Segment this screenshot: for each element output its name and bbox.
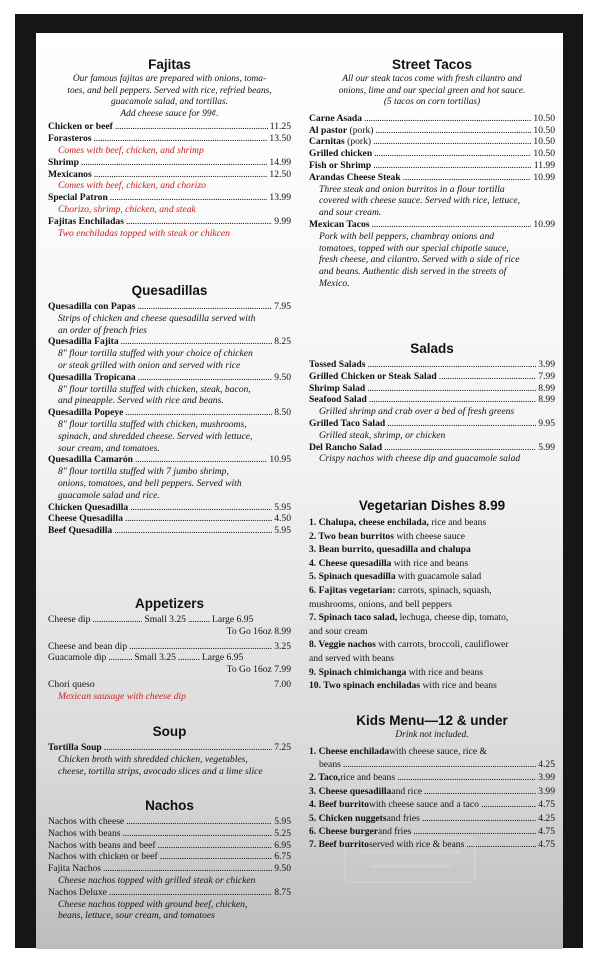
item-note: Mexican sausage with cheese dip [58, 690, 186, 702]
menu-item-cheese-quesadilla: Cheese Quesadilla . . . 4.50 [48, 513, 291, 525]
menu-item-grilled-taco-salad: Grilled Taco Salad . . . 9.95 [309, 418, 555, 430]
list-item: beans . . . 4.25 [309, 758, 555, 771]
soup-list [48, 742, 291, 777]
menu-item-tortilla-soup: Tortilla Soup . . . 7.25 [48, 742, 291, 754]
item-description: 8" flour tortilla stuffed with chicken, mushrooms, spinach, and shredded cheese. Served with lettuce, sour cream, and tomatoes. [58, 418, 253, 454]
item-note: Two enchiladas topped with steak or chikcen [58, 227, 230, 239]
list-item: 8. Veggie nachos with carrots, broccoli, cauliflower [309, 639, 509, 651]
vegetarian-list [309, 516, 555, 693]
menu-item-nachos-deluxe: Nachos Deluxe . . . 8.75 [48, 887, 291, 899]
menu-item-seafood-salad: Seafood Salad . . . 8.99 [309, 394, 555, 406]
list-item: 5. Chicken nuggets and fries . . . 4.25 [309, 812, 555, 825]
menu-item-fajita-nachos: Fajita Nachos . . . 9.50 [48, 863, 291, 875]
item-description: 8" flour tortilla stuffed with your choice of chicken or steak grilled with onion and served with rice [58, 348, 253, 371]
item-note: Comes with beef, chicken, and chorizo [58, 180, 206, 192]
list-item: 3. Bean burrito, quesadilla and chalupa [309, 544, 471, 556]
quesadillas-list [48, 301, 291, 537]
list-item: 4. Cheese quesadilla with rice and beans [309, 557, 469, 569]
item-description: Grilled shrimp and crab over a bed of fresh greens [319, 406, 515, 418]
salads-section [309, 341, 555, 465]
menu-frame [15, 14, 583, 948]
menu-item-quesadilla-camaron: Quesadilla Camarón . . . 10.95 [48, 454, 291, 466]
vegetarian-section [309, 498, 555, 693]
menu-panel [36, 33, 563, 949]
nachos-title: Nachos [145, 798, 194, 813]
list-item: 7. Spinach taco salad, lechuga, cheese dip, tomato, [309, 612, 509, 624]
list-item: 9. Spinach chimichanga with rice and beans [309, 666, 484, 678]
list-item: mushrooms, onions, and bell peppers [309, 598, 452, 610]
list-item: 4. Beef burrito with cheese sauce and a taco . . . 4.75 [309, 798, 555, 811]
menu-item-tossed-salads: Tossed Salads . . . 3.99 [309, 359, 555, 371]
item-description: Chicken broth with shredded chicken, vegetables, cheese, tortilla strips, avocado slices and a lime slice [58, 753, 263, 777]
soup-section [48, 724, 291, 777]
menu-item-quesadilla-con-papas: Quesadilla con Papas . . . 7.95 [48, 301, 291, 313]
item-description: 8" flour tortilla stuffed with chicken, steak, bacon, and pineapple. Served with rice and beans. [58, 383, 251, 407]
menu-item-grilled-chicken-steak-salad: Grilled Chicken or Steak Salad . . . 7.99 [309, 371, 555, 383]
item-description: 8" flour tortilla stuffed with 7 jumbo shrimp, onions, tomatoes, and bell peppers. Served with guacamole salad and rice. [58, 466, 242, 501]
item-description: Cheese nachos topped with grilled steak or chicken [58, 874, 256, 886]
menu-item-fajitas-enchiladas: Fajitas Enchiladas . . . 9.99 [48, 216, 291, 228]
menu-item-chicken-or-beef: Chicken or beef . . . 11.25 [48, 121, 291, 133]
item-note: Chorizo, shrimp, chicken, and steak [58, 203, 196, 215]
menu-item-nachos-cheese: Nachos with cheese . . . 5.95 [48, 816, 291, 828]
list-item: 6. Fajitas vegetarian: carrots, spinach, squash, [309, 584, 492, 596]
menu-item-shrimp-salad: Shrimp Salad . . . 8.99 [309, 383, 555, 395]
salads-list [309, 359, 555, 465]
street-tacos-title: Street Tacos [391, 57, 473, 72]
menu-item-fish-shrimp: Fish or Shrimp . . . 11.99 [309, 160, 555, 172]
item-note: Comes with beef, chicken, and shrimp [58, 144, 204, 156]
to-go-price: To Go 16oz 7.99 [226, 664, 291, 676]
appetizers-list [48, 614, 291, 703]
list-item: 5. Spinach quesadilla with guacamole salad [309, 571, 482, 583]
salads-title: Salads [410, 341, 454, 356]
menu-item-al-pastor: Al pastor (pork) . . . 10.50 [309, 125, 555, 137]
menu-item-shrimp: Shrimp . . . 14.99 [48, 157, 291, 169]
menu-item-quesadilla-fajita: Quesadilla Fajita . . . 8.25 [48, 336, 291, 348]
menu-item-mexicanos: Mexicanos . . . 12.50 [48, 169, 291, 181]
fajitas-intro: Our famous fajitas are prepared with onions, toma- toes, and bell peppers. Served with rice, refried beans, guacamole salad, and tortillas. Add cheese sauce for 99¢. [67, 74, 272, 119]
fajitas-title: Fajitas [148, 57, 191, 72]
menu-item-carnitas: Carnitas (pork) . . . 10.50 [309, 136, 555, 148]
soup-title: Soup [152, 724, 187, 739]
nachos-section [48, 798, 291, 922]
street-tacos-list [309, 113, 555, 290]
vegetarian-title: Vegetarian Dishes 8.99 [358, 498, 506, 513]
list-item: 3. Cheese quesadilla and rice . . . 3.99 [309, 785, 555, 798]
list-item: and served with beans [309, 652, 394, 664]
appetizers-section [48, 596, 291, 703]
menu-item-cheese-bean-dip: Cheese and bean dip . . . 3.25 [48, 641, 291, 653]
list-item: 2. Taco, rice and beans . . . 3.99 [309, 771, 555, 784]
list-item: and sour cream [309, 625, 368, 637]
menu-item-nachos-beans-beef: Nachos with beans and beef . . . 6.95 [48, 840, 291, 852]
list-item: 7. Beef burrito served with rice & beans . . . 4.75 [309, 838, 555, 851]
street-tacos-section [309, 57, 555, 290]
list-item: 1. Cheese enchilada with cheese sauce, rice & [309, 745, 487, 757]
menu-item-del-rancho-salad: Del Rancho Salad . . . 5.99 [309, 442, 555, 454]
menu-item-cheese-dip: Cheese dip . . . Small 3.25 . . . Large 6.95 [48, 614, 291, 626]
item-description: Pork with bell peppers, chambray onions and tomatoes, topped with our special chipotle sauce, fresh cheese, and cilantro. Served with a side of rice and beans. Authentic dish served in the streets of Mexico. [319, 230, 520, 289]
menu-item-forasteros: Forasteros . . . 13.50 [48, 133, 291, 145]
item-description: Crispy nachos with cheese dip and guacamole salad [319, 453, 521, 465]
menu-item-mexican-tacos: Mexican Tacos . . . 10.99 [309, 219, 555, 231]
list-item: 1. Chalupa, cheese enchilada, rice and beans [309, 517, 487, 528]
item-description: Three steak and onion burritos in a flour tortilla covered with cheese sauce. Served with rice, lettuce, and sour cream. [319, 183, 521, 219]
faded-watermark-logo [335, 830, 485, 890]
fajitas-section [48, 57, 291, 239]
menu-item-nachos-chicken-beef: Nachos with chicken or beef . . . 6.75 [48, 851, 291, 863]
quesadillas-section [48, 283, 291, 537]
menu-item-guacamole-dip: Guacamole dip . . . Small 3.25 . . . Large 6.95 [48, 652, 291, 664]
list-item: 6. Cheese burger and fries . . . 4.75 [309, 825, 555, 838]
street-tacos-intro: All our steak tacos come with fresh cilantro and onions, lime and our special green and hot sauce. (5 tacos on corn tortillas) [338, 74, 526, 108]
menu-item-nachos-beans: Nachos with beans . . . 5.25 [48, 828, 291, 840]
kids-menu-note: Drink not included. [395, 730, 469, 740]
menu-item-grilled-chicken: Grilled chicken . . . 10.50 [309, 148, 555, 160]
menu-item-carne-asada: Carne Asada . . . 10.50 [309, 113, 555, 125]
item-description: Strips of chicken and cheese quesadilla served with an order of french fries [58, 312, 256, 336]
menu-item-chicken-quesadilla: Chicken Quesadilla . . . 5.95 [48, 502, 291, 514]
menu-item-special-patron: Special Patron . . . 13.99 [48, 192, 291, 204]
menu-item-chori-queso: Chori queso 7.00 [48, 678, 291, 690]
nachos-list [48, 816, 291, 922]
to-go-price: To Go 16oz 8.99 [226, 625, 291, 637]
quesadillas-title: Quesadillas [131, 283, 208, 298]
menu-item-quesadilla-tropicana: Quesadilla Tropicana . . . 9.50 [48, 372, 291, 384]
list-item: 10. Two spinach enchiladas with rice and beans [309, 680, 497, 692]
fajitas-list [48, 121, 291, 239]
item-description: Grilled steak, shrimp, or chicken [319, 429, 446, 441]
menu-item-quesadilla-popeye: Quesadilla Popeye . . . 8.50 [48, 407, 291, 419]
menu-item-beef-quesadilla: Beef Quesadilla . . . 5.95 [48, 525, 291, 537]
appetizers-title: Appetizers [134, 596, 205, 611]
item-description: Cheese nachos topped with ground beef, chicken, beans, lettuce, sour cream, and tomatoes [58, 898, 248, 922]
kids-menu-title: Kids Menu—12 & under [356, 713, 508, 728]
list-item: 2. Two bean burritos with cheese sauce [309, 530, 466, 542]
menu-item-arandas-cheese-steak: Arandas Cheese Steak . . . 10.99 [309, 172, 555, 184]
